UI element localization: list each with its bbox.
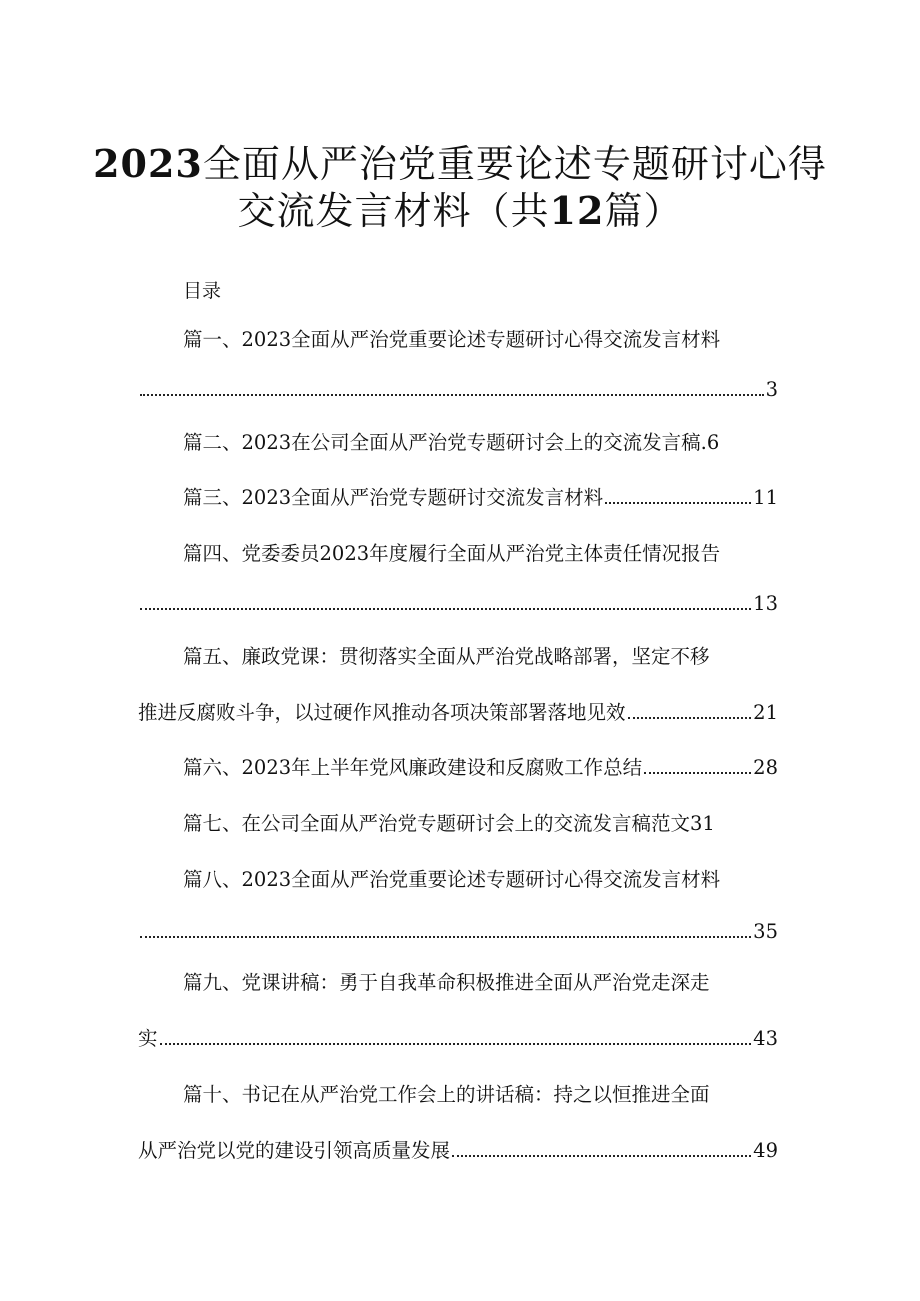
title-count: 12 (549, 188, 605, 233)
toc-entry-5-cont-text: 推进反腐败斗争，以过硬作风推动各项决策部署落地见效 (138, 701, 626, 724)
toc-entry-9[interactable]: 篇九、党课讲稿：勇于自我革命积极推进全面从严治党走深走 (183, 971, 710, 994)
title-text-3: 篇） (604, 189, 683, 233)
toc-entry-5-cont[interactable] (138, 701, 778, 725)
dot-leader (628, 717, 752, 719)
title-text-2: 交流发言材料（共 (237, 189, 550, 233)
toc-leader-4[interactable] (138, 592, 778, 616)
toc-entry-5[interactable]: 篇五、廉政党课：贯彻落实全面从严治党战略部署，坚定不移 (183, 645, 710, 668)
toc-label: 目录 (183, 280, 222, 302)
dot-leader (160, 1043, 752, 1045)
toc-page-1: 3 (765, 378, 778, 401)
toc-entry-8[interactable]: 篇八、2023全面从严治党重要论述专题研讨心得交流发言材料 (183, 868, 721, 891)
dot-leader (140, 394, 764, 396)
toc-page-10: 49 (753, 1139, 778, 1162)
toc-entry-4[interactable]: 篇四、党委委员2023年度履行全面从严治党主体责任情况报告 (183, 542, 721, 565)
toc-page-8: 35 (753, 920, 778, 943)
dot-leader (452, 1155, 751, 1157)
toc-leader-1[interactable] (138, 378, 778, 402)
toc-page-6: 28 (753, 756, 778, 779)
toc-page-5: 21 (753, 701, 778, 724)
toc-page-9: 43 (753, 1027, 778, 1050)
toc-entry-10-cont-text: 从严治党以党的建设引领高质量发展 (138, 1139, 451, 1162)
document-title-line-2 (0, 188, 920, 233)
toc-entry-9-cont[interactable] (138, 1027, 778, 1051)
toc-entry-3-text: 篇三、2023全面从严治党专题研讨交流发言材料 (183, 486, 604, 509)
title-year: 2023 (93, 141, 203, 186)
toc-entry-6[interactable] (183, 756, 778, 780)
toc-entry-10-cont[interactable] (138, 1139, 778, 1163)
document-title-line-1 (0, 141, 920, 186)
toc-entry-10[interactable]: 篇十、书记在从严治党工作会上的讲话稿：持之以恒推进全面 (183, 1083, 710, 1106)
toc-entry-9-cont-text: 实 (138, 1027, 158, 1050)
toc-entry-6-text: 篇六、2023年上半年党风廉政建设和反腐败工作总结 (183, 756, 643, 779)
toc-entry-7[interactable]: 篇七、在公司全面从严治党专题研讨会上的交流发言稿范文31 (183, 812, 715, 835)
toc-entry-3[interactable] (183, 486, 778, 510)
toc-page-3: 11 (753, 486, 778, 509)
toc-leader-8[interactable] (138, 920, 778, 944)
toc-page-4: 13 (753, 592, 778, 615)
dot-leader (605, 502, 751, 504)
toc-entry-2[interactable]: 篇二、2023在公司全面从严治党专题研讨会上的交流发言稿.6 (183, 431, 720, 454)
dot-leader (644, 772, 751, 774)
dot-leader (140, 608, 751, 610)
dot-leader (140, 936, 751, 938)
toc-entry-1[interactable]: 篇一、2023全面从严治党重要论述专题研讨心得交流发言材料 (183, 328, 721, 351)
title-text-1: 全面从严治党重要论述专题研讨心得 (202, 142, 827, 186)
